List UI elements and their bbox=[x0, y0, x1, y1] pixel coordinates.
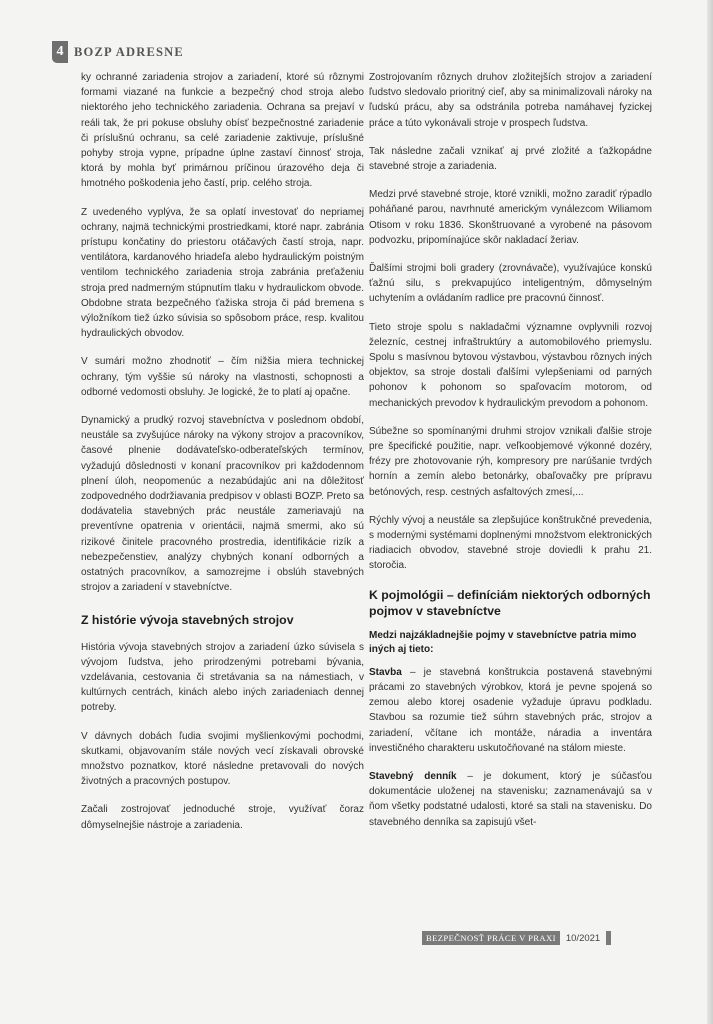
paragraph: Dynamický a prudký rozvoj stavebníctva v poslednom období, neustále sa zvyšujúce nároky na výkony strojov a pracovníkov, časové plnenie dodávateľsko-odberateľských termínov, vyžadujú dôslednosti v konaní pracovníkov pri každodennom plnení úloh, neopomenúc a nezabúdajúc ani na dôležitosť zodpovedného dodržiavania predpisov v oblasti BOZP. Preto sa dodávatelia stavebných prác neustále zameriavajú na preventívne opatrenia v orientácii, najmä smermi, ako sú rizikové činitele pracovného prostredia, identifikácie rizík a nebezpečenstiev, analýzy chybných konaní odborných a ostatných pracovníkov, a samozrejme i obslúh stavebných strojov a zariadení v stavebníctve. bbox=[81, 415, 364, 594]
paragraph: ky ochranné zariadenia strojov a zariadení, ktoré sú rôznymi formami viazané na funkcie a bezpečný chod stroja alebo niektorého jeho technického zariadenia. Ochrana sa prejaví v reáli tak, že pri pokuse obsluhy obísť bezpečnostné zariadenie či príslušnú ochranu, sa celé zariadenie zaktivuje, príslušné pohyby stroja vypne, prípadne úplne zastaví činnosť stroja, ktorá by mohla byť primárnou príčinou úrazového deja či hmotného poškodenia jeho častí, prip. celého stroja. bbox=[81, 72, 364, 190]
section-heading: K pojmológii – definíciám niektorých odborných pojmov v stavebníctve bbox=[369, 587, 651, 618]
paragraph: Ďalšími strojmi boli gradery (zrovnávače), využívajúce konskú ťažnú silu, s prekvapujúco inteligentným, dômyselným uchytením a ovládaním radlice pre pracovnú činnosť. bbox=[369, 263, 652, 305]
section-title: BOZP ADRESNE bbox=[74, 44, 184, 59]
paragraph: Medzi prvé stavebné stroje, ktoré vznikli, možno zaradiť rýpadlo poháňané parou, navrhnuté americkým vynálezcom Wiliamom Otisom v roku 1836. Skonštruované a vyrobené na pásovom podvozku, pripomínajúce skôr nakladací žeriav. bbox=[369, 189, 652, 246]
paragraph: V sumári možno zhodnotiť – čím nižšia miera technickej ochrany, tým vyššie sú nároky na vlastnosti, schopnosti a odborné vedomosti obsluhy. Je logické, že to platí aj opačne. bbox=[81, 356, 364, 398]
paragraph: Súbežne so spomínanými druhmi strojov vznikali ďalšie stroje pre špecifické použitie, napr. veľkoobjemové výkonné dozéry, frézy pre zhotovovanie rýh, kompresory pre narúšanie tvrdých hornín a zemín alebo betonárky, obaľovačky pre prípravu betónových, resp. cestných asfaltových zmesí,... bbox=[369, 425, 652, 498]
paragraph: História vývoja stavebných strojov a zariadení úzko súvisela s vývojom ľudstva, jeho prirodzenými potrebami bývania, vzdelávania, cestovania či stretávania sa na námestiach, v kultúrnych centrách, kinách alebo iných zariadeniach dennej potreby. bbox=[81, 641, 364, 714]
left-column bbox=[81, 70, 364, 846]
paragraph: Z uvedeného vyplýva, že sa oplatí investovať do nepriamej ochrany, najmä technickými prostriedkami, ktoré napr. zabránia prístupu končatiny do priestoru otáčavých častí stroja, napr. ventilátora, kardanového hriadeľa alebo hydraulickým poistným ventilom technického zariadenia stroja zabránia preťaženiu stroja pred nadmerným stúpnutím tlaku v hydraulickom obvode. Obdobne strata bezpečného ťažiska stroja či pád bremena s výložníkom tiež úzko súvisia so spôsobom práce, resp. kvalitou hydraulických obvodov. bbox=[81, 206, 364, 340]
right-column bbox=[369, 70, 652, 843]
lead-paragraph: Medzi najzákladnejšie pojmy v stavebníctve patria mimo iných aj tieto: bbox=[369, 629, 637, 656]
magazine-title: BEZPEČNOSŤ PRÁCE V PRAXI bbox=[422, 931, 560, 945]
definition-stavba bbox=[369, 665, 652, 756]
page-number: 4 bbox=[52, 41, 68, 63]
paragraph: Rýchly vývoj a neustále sa zlepšujúce konštrukčné prevedenia, s modernými systémami doplnenými množstvom elektronických riadiacich obvodov, stavebné stroje doviedli k prahu 21. storočia. bbox=[369, 514, 652, 572]
definition-stavebny-dennik bbox=[369, 769, 652, 830]
term-label: Stavba bbox=[369, 666, 402, 678]
issue-number: 10/2021 bbox=[565, 932, 601, 944]
term-label: Stavebný denník bbox=[369, 770, 457, 782]
paragraph: Tak následne začali vznikať aj prvé zložité a ťažkopádne stavebné stroje a zariadenia. bbox=[369, 145, 652, 173]
paragraph: Začali zostrojovať jednoduché stroje, využívať čoraz dômyselnejšie nástroje a zariadenia. bbox=[81, 804, 364, 831]
page-edge bbox=[707, 0, 713, 1024]
footer-bar bbox=[606, 931, 611, 945]
paragraph: Zostrojovaním rôznych druhov zložitejších strojov a zariadení ľudstvo sledovalo prioritný cieľ, aby sa minimalizovali nároky na ľudskú prácu, aby sa odstránila potreba namáhavej fyzickej práce a túto vykonávali stroje v prospech ľudstva. bbox=[369, 72, 652, 129]
running-footer bbox=[422, 931, 611, 945]
term-definition: – je dokument, ktorý je súčasťou dokumentácie uloženej na stavenisku; zaznamenávajú sa v ňom všetky podstatné udalosti, ktoré sa stali na stavenisku. Do stavebného denníka sa zapisujú všet- bbox=[369, 770, 652, 828]
running-header bbox=[52, 41, 184, 63]
paragraph: Tieto stroje spolu s nakladačmi významne ovplyvnili rozvoj železníc, cestnej infraštruktúry a automobilového priemyslu. Spolu s masívnou bytovou výstavbou, výstavbou rôznych iných objektov, sa stroje dostali ďalšími vylepšeniami od parných pohonov k pohonom so spaľovacím motorom, od mechanických prevodov k hydraulickým prevodom a pohonom. bbox=[369, 321, 652, 409]
term-definition: – je stavebná konštrukcia postavená stavebnými prácami zo stavebných výrobkov, ktorá je pevne spojená so zemou alebo ktorej osadenie vyžaduje úpravu podkladu. Stavbou sa rozumie tiež súhrn stavebných prác, strojov a zariadení, včítane ich montáže, náradia a inventára investičného charakteru uskutočňované na stálom mieste. bbox=[369, 666, 652, 754]
paragraph: V dávnych dobách ľudia svojimi myšlienkovými pochodmi, skutkami, objavovaním stále nových vecí získavali obrovské množstvo poznatkov, ktoré následne pretavovali do nových životných a pracovných postupov. bbox=[81, 730, 364, 788]
section-heading: Z histórie vývoja stavebných strojov bbox=[81, 612, 294, 627]
